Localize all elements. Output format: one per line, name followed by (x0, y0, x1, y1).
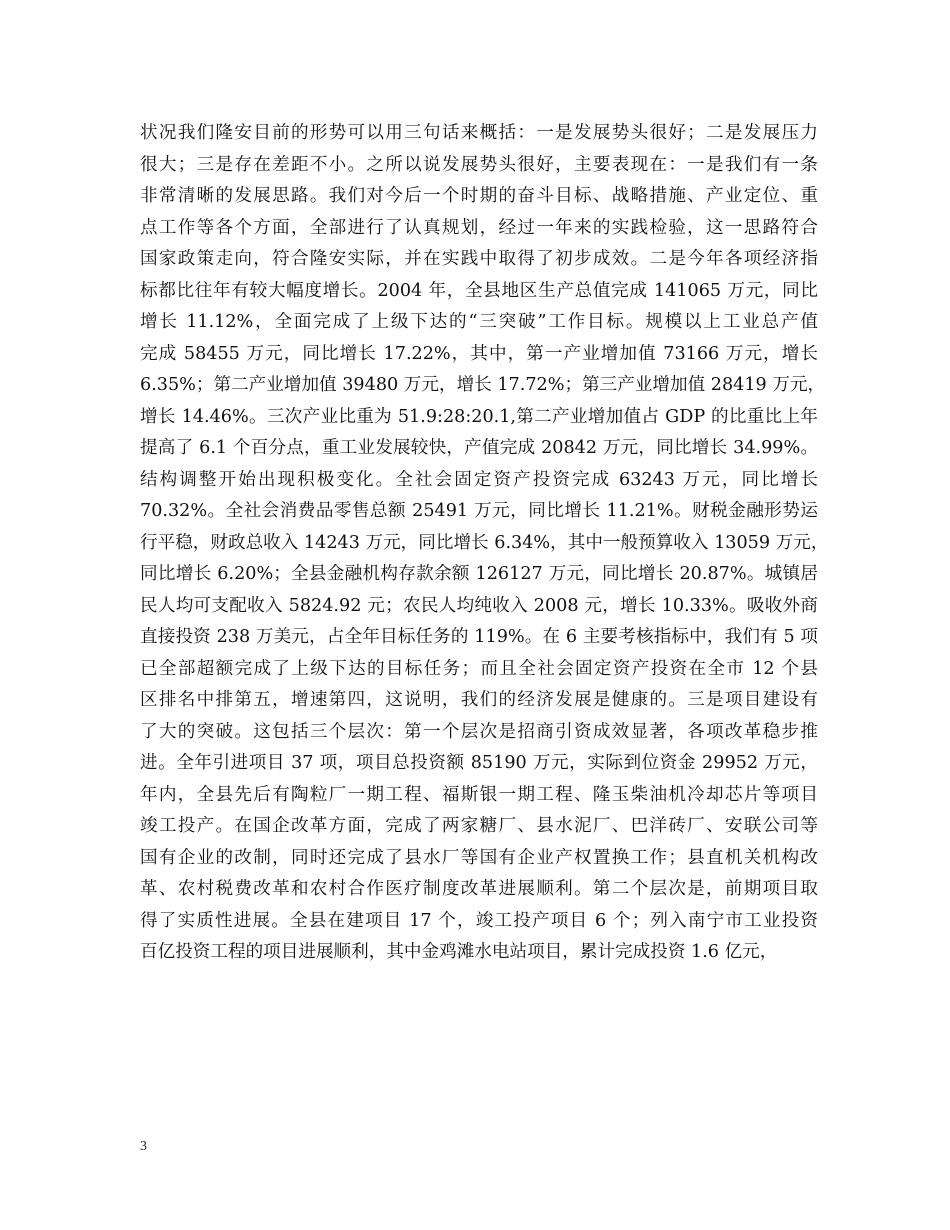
text-line: 提高了 6.1 个百分点，重工业发展较快，产值完成 20842 万元，同比增长 34.99%。 (140, 438, 818, 458)
text-line: 结构调整开始出现积极变化。全社会固定资产投资完成 63243 万元，同比增长 (140, 469, 818, 490)
text-line: 标都比往年有较大幅度增长。2004 年，全县地区生产总值完成 141065 万元，同比 (140, 280, 818, 301)
text-line: 完成 58455 万元，同比增长 17.22%，其中，第一产业增加值 73166 万元，增长 (140, 343, 818, 364)
text-line: 竣工投产。在国企改革方面，完成了两家糖厂、县水泥厂、巴洋砖厂、安联公司等 (140, 816, 818, 836)
text-line: 行平稳，财政总收入 14243 万元，同比增长 6.34%，其中一般预算收入 13059 万元， (140, 532, 829, 553)
text-line: 年内，全县先后有陶粒厂一期工程、福斯银一期工程、隆玉柴油机冷却芯片等项目 (140, 784, 818, 805)
page-number: 3 (140, 1139, 147, 1154)
text-line: 同比增长 6.20%；全县金融机构存款余额 126127 万元，同比增长 20.87%。城镇居 (140, 564, 818, 584)
text-line: 直接投资 238 万美元，占全年目标任务的 119%。在 6 主要考核指标中，我们有 5 项 (140, 627, 818, 647)
text-line: 进。全年引进项目 37 项，项目总投资额 85190 万元，实际到位资金 29952 万元， (140, 753, 818, 773)
text-line: 70.32%。全社会消费品零售总额 25491 万元，同比增长 11.21%。财税金融形势运 (140, 501, 818, 521)
text-line: 百亿投资工程的项目进展顺利，其中金鸡滩水电站项目，累计完成投资 1.6 亿元， (140, 942, 778, 962)
text-line: 点工作等各个方面，全部进行了认真规划，经过一年来的实践检验，这一思路符合 (140, 217, 818, 238)
text-line: 已全部超额完成了上级下达的目标任务；而且全社会固定资产投资在全市 12 个县 (140, 658, 818, 679)
body-paragraph (140, 118, 829, 969)
text-line: 国有企业的改制，同时还完成了县水厂等国有企业产权置换工作；县直机关机构改 (140, 847, 818, 868)
text-line: 了大的突破。这包括三个层次：第一个层次是招商引资成效显著，各项改革稳步推 (140, 721, 818, 742)
text-line: 非常清晰的发展思路。我们对今后一个时期的奋斗目标、战略措施、产业定位、重 (140, 186, 818, 206)
text-line: 增长 11.12%，全面完成了上级下达的“三突破”工作目标。规模以上工业总产值 (140, 312, 818, 332)
text-line: 国家政策走向，符合隆安实际，并在实践中取得了初步成效。二是今年各项经济指 (140, 249, 818, 269)
text-line: 状况我们隆安目前的形势可以用三句话来概括：一是发展势头很好；二是发展压力 (140, 123, 818, 143)
text-line: 区排名中排第五，增速第四，这说明，我们的经济发展是健康的。三是项目建设有 (140, 690, 818, 710)
text-line: 革、农村税费改革和农村合作医疗制度改革进展顺利。第二个层次是，前期项目取 (140, 879, 818, 899)
text-line: 得了实质性进展。全县在建项目 17 个，竣工投产项目 6 个；列入南宁市工业投资 (140, 910, 818, 931)
text-line: 民人均可支配收入 5824.92 元；农民人均纯收入 2008 元，增长 10.33%。吸收外商 (140, 595, 818, 616)
text-line: 很大；三是存在差距不小。之所以说发展势头很好，主要表现在：一是我们有一条 (140, 154, 818, 175)
text-line: 增长 14.46%。三次产业比重为 51.9:28:20.1,第二产业增加值占 GDP 的比重比上年 (140, 406, 818, 427)
text-line: 6.35%；第二产业增加值 39480 万元，增长 17.72%；第三产业增加值 28419 万元， (140, 375, 826, 395)
